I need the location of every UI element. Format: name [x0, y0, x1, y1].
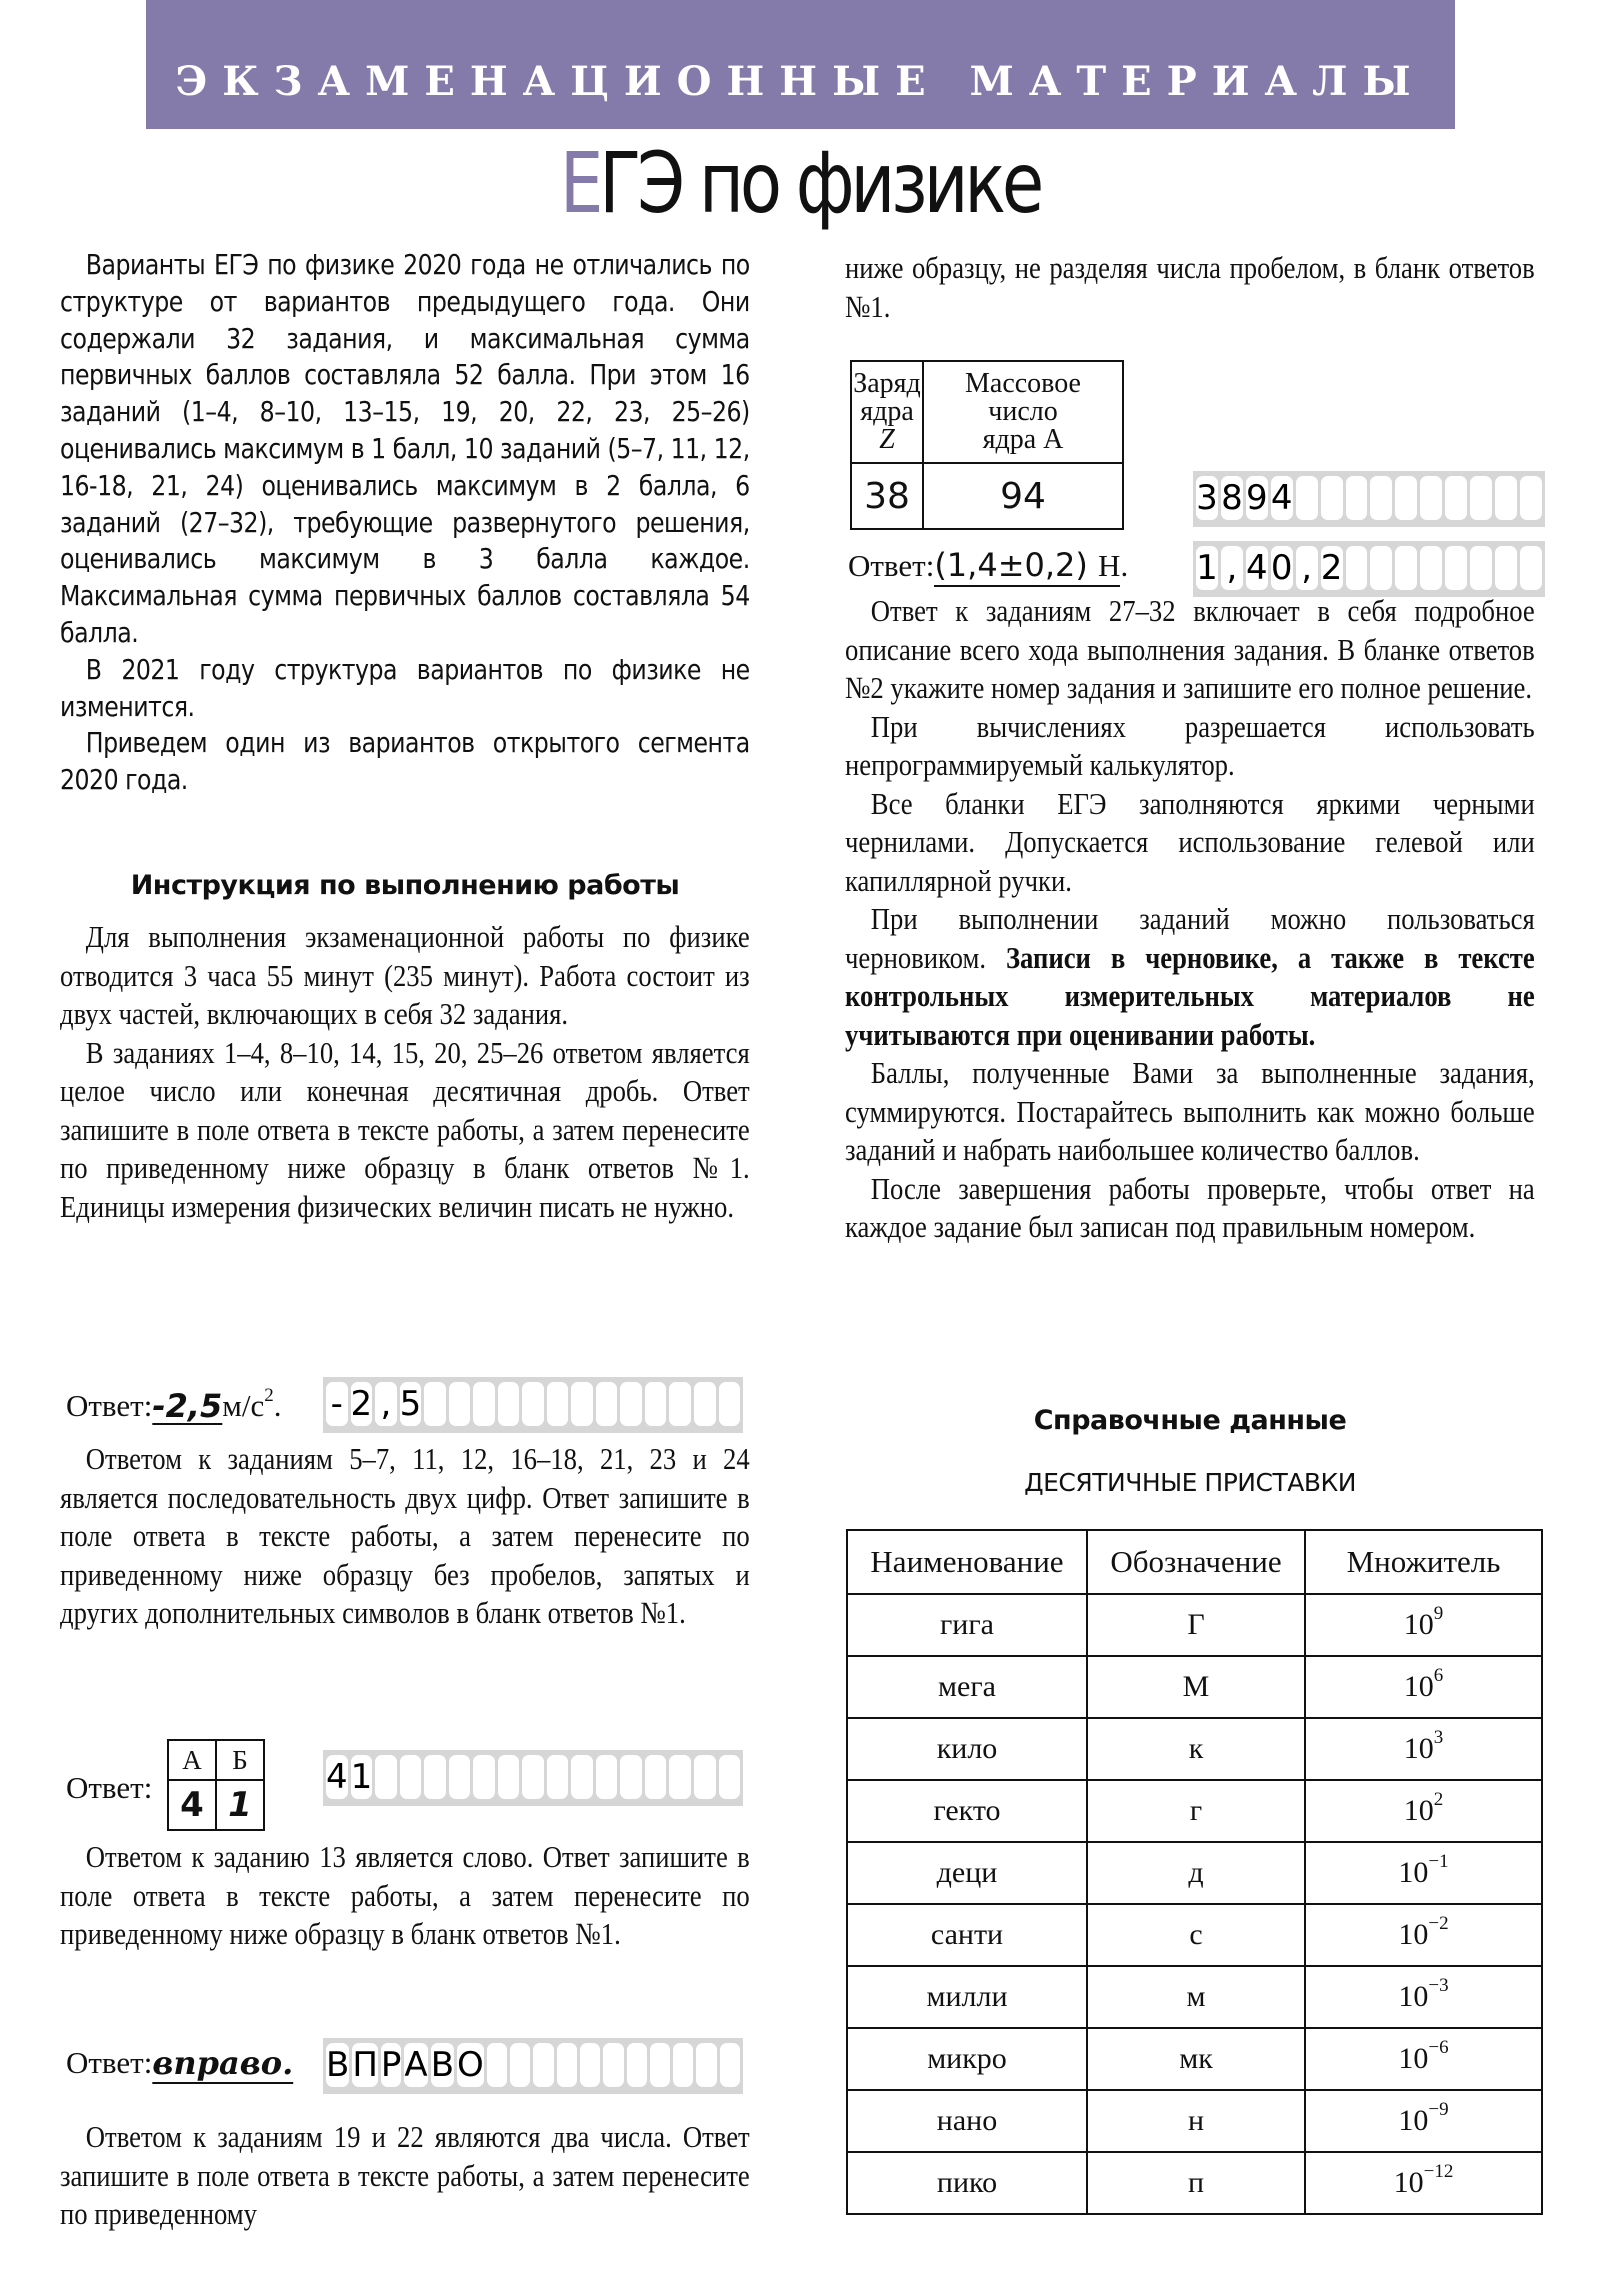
multiplier-exponent: −9	[1428, 2099, 1449, 2120]
decimal-prefixes-table	[846, 1529, 1543, 2215]
table-row	[847, 1780, 1542, 1842]
multiplier-exponent: −1	[1428, 1851, 1449, 1872]
prefix-multiplier	[1305, 2152, 1542, 2214]
prefix-symbol: м	[1087, 1966, 1305, 2028]
nucleus-value-charge: 38	[851, 463, 923, 529]
prefix-symbol: М	[1087, 1656, 1305, 1718]
answer-cell	[1370, 546, 1392, 590]
prefix-multiplier	[1305, 2028, 1542, 2090]
instructions-paragraph-10: Баллы, полученные Вами за выполненные задания, суммируются. Постарайтесь выполнить как можно больше заданий и набрать наибольшее количество баллов.	[845, 1055, 1535, 1167]
answer-cell	[1445, 476, 1467, 520]
answer-cell	[645, 1755, 667, 1799]
answer-cell	[719, 1382, 741, 1426]
answer-cell: П	[352, 2045, 378, 2085]
emphasis-text: Записи в черновике, а также в тексте контрольных измерительных материалов не учитываются при оценивании работы.	[845, 939, 1535, 1052]
table-row	[847, 1594, 1542, 1656]
ab-header-b: Б	[216, 1740, 264, 1780]
answer-cell	[1370, 476, 1392, 520]
answer-cell	[547, 1755, 569, 1799]
answer-cell: 5	[399, 1384, 422, 1424]
answer-cell	[1346, 476, 1368, 520]
prefix-symbol: п	[1087, 2152, 1305, 2214]
answer-cell	[719, 1755, 741, 1799]
instructions-paragraph-6: Ответ к заданиям 27–32 включает в себя подробное описание всего хода выполнения задания. В бланке ответов №2 укажите номер задания и запишите его полное решение.	[845, 593, 1535, 705]
section-banner	[146, 0, 1455, 129]
multiplier-base: 10	[1398, 1856, 1429, 1889]
multiplier-base: 10	[1403, 1608, 1434, 1641]
answer-label: Ответ:	[66, 1770, 153, 1805]
reference-heading: Справочные данные	[1033, 1405, 1347, 1436]
header-line: Заряд	[853, 368, 921, 399]
table-row	[847, 1718, 1542, 1780]
prefix-name: кило	[847, 1718, 1087, 1780]
answer-cell: В	[326, 2045, 350, 2085]
answer-cell	[1520, 546, 1542, 590]
answer-cell	[1420, 476, 1442, 520]
prefix-name: санти	[847, 1904, 1087, 1966]
multiplier-exponent: −6	[1428, 2037, 1449, 2058]
column-header: Обозначение	[1087, 1530, 1305, 1594]
table-header-row	[847, 1530, 1542, 1594]
instructions-block-4	[60, 2118, 750, 2234]
prefix-multiplier	[1305, 1780, 1542, 1842]
answer-cell: О	[457, 2045, 484, 2085]
answer-label: Ответ:	[66, 2045, 153, 2080]
unit-end: .	[1120, 548, 1129, 583]
answer-label: Ответ:	[66, 1388, 153, 1423]
prefix-symbol: н	[1087, 2090, 1305, 2152]
written-answer	[934, 546, 1120, 587]
multiplier-base: 10	[1403, 1794, 1434, 1827]
answer-label: Ответ:	[848, 548, 935, 583]
answer-unit	[222, 1384, 282, 1424]
intro-paragraph-3: Приведем один из вариантов открытого сегмента 2020 года.	[60, 727, 750, 797]
table-row	[847, 1966, 1542, 2028]
multiplier-base: 10	[1398, 1980, 1429, 2013]
answer-cell: 3	[1196, 478, 1218, 518]
answer-cell: ,	[375, 1382, 397, 1426]
answer-cell	[1420, 546, 1442, 590]
multiplier-exponent: −12	[1423, 2161, 1454, 2182]
answer-cell	[533, 2043, 553, 2087]
prefix-name: деци	[847, 1842, 1087, 1904]
answer-cells-example-2	[323, 1750, 743, 1806]
instructions-block-3	[60, 1838, 750, 1954]
answer-cell	[424, 1755, 446, 1799]
answer-cell: Р	[380, 2045, 402, 2085]
answer-cell: 1	[350, 1757, 373, 1797]
instructions-block-5	[845, 249, 1535, 326]
prefix-symbol: Г	[1087, 1594, 1305, 1656]
answer-cell	[650, 2043, 670, 2087]
ab-answer-table	[167, 1739, 265, 1831]
instructions-paragraph-7: При вычислениях разрешается использовать непрограммируемый калькулятор.	[845, 708, 1535, 782]
instructions-paragraph-5: Ответом к заданиям 19 и 22 являются два числа. Ответ запишите в поле ответа в тексте работы, а затем перенесите по приведенному	[60, 2119, 750, 2231]
title-accent-letter: Е	[559, 134, 600, 232]
nucleus-value-mass: 94	[923, 463, 1123, 529]
multiplier-exponent: −2	[1428, 1913, 1449, 1934]
instructions-block-1	[60, 918, 750, 1226]
prefix-multiplier	[1305, 1656, 1542, 1718]
answer-cell: 8	[1221, 478, 1243, 518]
intro-paragraph-2: В 2021 году структура вариантов по физике не изменится.	[60, 653, 750, 723]
instructions-paragraph-11: После завершения работы проверьте, чтобы ответ на каждое задание был записан под правильным номером.	[845, 1170, 1535, 1244]
instructions-paragraph-9	[845, 900, 1535, 1054]
prefix-multiplier	[1305, 1842, 1542, 1904]
answer-example-5	[848, 538, 1128, 594]
answer-cell	[603, 2043, 623, 2087]
answer-cell	[1495, 546, 1517, 590]
answer-cell	[375, 1755, 397, 1799]
table-row	[847, 1904, 1542, 1966]
answer-cell: А	[404, 2045, 428, 2085]
table-row	[847, 1656, 1542, 1718]
instructions-block-6	[845, 592, 1535, 1247]
answer-cell	[696, 2043, 716, 2087]
prefix-symbol: к	[1087, 1718, 1305, 1780]
answer-cell: 4	[1245, 548, 1268, 588]
banner-title: ЭКЗАМЕНАЦИОННЫЕ МАТЕРИАЛЫ	[175, 58, 1426, 105]
answer-cell: 0	[1270, 548, 1293, 588]
instructions-paragraph-4: Ответом к заданию 13 является слово. Ответ запишите в поле ответа в тексте работы, а затем перенесите по приведенному ниже образцу в бланк ответов №1.	[60, 1839, 750, 1951]
answer-cell	[1395, 546, 1417, 590]
answer-example-3	[66, 2035, 293, 2091]
multiplier-exponent: 3	[1433, 1727, 1444, 1748]
column-header: Наименование	[847, 1530, 1087, 1594]
instructions-paragraph-1: Для выполнения экзаменационной работы по физике отводится 3 часа 55 минут (235 минут). Работа состоит из двух частей, включающих в себя 32 задания.	[60, 919, 750, 1031]
nucleus-answer-table	[850, 360, 1124, 530]
answer-cell	[449, 1755, 471, 1799]
prefix-name: микро	[847, 2028, 1087, 2090]
answer-cell	[669, 1755, 691, 1799]
header-line: ядра	[860, 396, 914, 427]
answer-cell: В	[430, 2045, 455, 2085]
multiplier-base: 10	[1393, 2166, 1424, 2199]
answer-cell	[694, 1382, 716, 1426]
answer-cells-example-5	[1193, 541, 1545, 597]
ab-value-b: 1	[216, 1780, 264, 1830]
answer-cell	[473, 1755, 495, 1799]
answer-cell: 2	[1320, 548, 1343, 588]
answer-cell	[1470, 476, 1492, 520]
answer-cell	[1321, 476, 1343, 520]
header-line: Z	[879, 424, 895, 455]
prefix-name: милли	[847, 1966, 1087, 2028]
prefix-multiplier	[1305, 1966, 1542, 2028]
answer-cell	[522, 1755, 544, 1799]
instructions-paragraph-2: В заданиях 1–4, 8–10, 14, 15, 20, 25–26 ответом является целое число или конечная десятичная дробь. Ответ запишите в поле ответа в тексте работы, а затем перенесите по приведенному ниже образцу в бланк ответов №1. Единицы измерения физических величин писать не нужно.	[60, 1034, 750, 1224]
prefix-multiplier	[1305, 1594, 1542, 1656]
answer-cell	[571, 1382, 593, 1426]
answer-cell	[720, 2043, 740, 2087]
answer-cell	[596, 1382, 618, 1426]
column-header: Множитель	[1305, 1530, 1542, 1594]
prefix-name: пико	[847, 2152, 1087, 2214]
intro-section	[60, 247, 750, 799]
answer-cell	[473, 1382, 495, 1426]
ab-header-a: А	[168, 1740, 216, 1780]
answer-cell	[627, 2043, 647, 2087]
prefix-symbol: с	[1087, 1904, 1305, 1966]
paragraph-text: При выполнении заданий можно пользоваться черновиком.	[845, 901, 1535, 975]
title-rest: ГЭ по физике	[599, 134, 1041, 232]
prefix-name: гига	[847, 1594, 1087, 1656]
instructions-paragraph-8: Все бланки ЕГЭ заполняются яркими черными чернилами. Допускается использование гелевой или капиллярной ручки.	[845, 785, 1535, 898]
multiplier-exponent: 6	[1433, 1665, 1444, 1686]
prefix-name: мега	[847, 1656, 1087, 1718]
nucleus-header-mass	[923, 361, 1123, 463]
answer-cell: -	[326, 1382, 348, 1426]
answer-cell	[596, 1755, 618, 1799]
answer-cell	[498, 1382, 520, 1426]
answer-cell	[1346, 546, 1368, 590]
instructions-block-2	[60, 1440, 750, 1633]
answer-cell: 2	[350, 1384, 373, 1424]
answer-cell	[645, 1382, 667, 1426]
unit-power: 2	[264, 1384, 274, 1406]
answer-cell	[1495, 476, 1517, 520]
answer-cell	[424, 1382, 446, 1426]
prefix-symbol: г	[1087, 1780, 1305, 1842]
answer-cells-example-4	[1193, 471, 1545, 527]
prefix-multiplier	[1305, 2090, 1542, 2152]
answer-cells-example-3	[323, 2038, 743, 2094]
multiplier-base: 10	[1403, 1732, 1434, 1765]
written-answer: -2,5	[152, 1387, 223, 1425]
prefix-symbol: мк	[1087, 2028, 1305, 2090]
written-value: (1,4±0,2)	[934, 545, 1088, 584]
multiplier-exponent: 2	[1433, 1789, 1444, 1810]
intro-paragraph-1: Варианты ЕГЭ по физике 2020 года не отличались по структуре от вариантов предыдущего года. Они содержали 32 задания, и максимальная сумма первичных баллов составляла 52 балла. При этом 16 заданий (1–4, 8–10, 13–15, 19, 20, 22, 23, 25–26) оценивались максимум в 1 балл, 10 заданий (5–7, 11, 12, 16-18, 21, 24) оценивались максимум в 2 балла, 6 заданий (27–32), требующие развернутого решения, оценивались максимум в 3 балла каждое. Максимальная сумма первичных баллов составляла 54 балла.	[60, 249, 750, 649]
answer-cell: 9	[1245, 478, 1268, 518]
answer-cell	[620, 1755, 642, 1799]
answer-cell	[673, 2043, 693, 2087]
unit-text: м/с	[222, 1388, 265, 1423]
prefix-multiplier	[1305, 1718, 1542, 1780]
instructions-heading: Инструкция по выполнению работы	[130, 870, 680, 901]
answer-cell	[498, 1755, 520, 1799]
multiplier-exponent: 9	[1433, 1603, 1444, 1624]
answer-cell	[487, 2043, 507, 2087]
answer-cell	[694, 1755, 716, 1799]
multiplier-exponent: −3	[1428, 1975, 1449, 1996]
answer-cell	[580, 2043, 600, 2087]
written-answer: вправо.	[152, 2044, 294, 2082]
multiplier-base: 10	[1398, 1918, 1429, 1951]
answer-cell	[571, 1755, 593, 1799]
multiplier-base: 10	[1403, 1670, 1434, 1703]
answer-cell	[1445, 546, 1467, 590]
ab-value-a: 4	[168, 1780, 216, 1830]
prefix-symbol: д	[1087, 1842, 1305, 1904]
answer-cell	[510, 2043, 530, 2087]
instructions-paragraph-3: Ответом к заданиям 5–7, 11, 12, 16–18, 21, 23 и 24 является последовательность двух цифр. Ответ запишите в поле ответа в тексте работы, а затем перенесите по приведенному ниже образцу без пробелов, запятых и других дополнительных символов в бланк ответов №1.	[60, 1441, 750, 1630]
answer-cells-example-1	[323, 1377, 743, 1433]
answer-cell	[620, 1382, 642, 1426]
header-line: число	[988, 396, 1058, 427]
answer-cell	[400, 1755, 422, 1799]
answer-example-1	[66, 1378, 282, 1434]
answer-cell	[547, 1382, 569, 1426]
prefix-multiplier	[1305, 1904, 1542, 1966]
answer-cell	[1520, 476, 1542, 520]
table-row	[847, 1842, 1542, 1904]
prefix-name: нано	[847, 2090, 1087, 2152]
page-title	[144, 128, 1456, 238]
instructions-paragraph-5-continued: ниже образцу, не разделяя числа пробелом, в бланк ответов №1.	[845, 250, 1535, 324]
answer-example-2-label	[66, 1760, 152, 1816]
answer-cell	[449, 1382, 471, 1426]
answer-cell: 4	[326, 1757, 348, 1797]
answer-unit: Н	[1098, 547, 1121, 583]
reference-subheading: ДЕСЯТИЧНЫЕ ПРИСТАВКИ	[1024, 1468, 1356, 1497]
table-row	[847, 2090, 1542, 2152]
unit-end: .	[273, 1388, 282, 1423]
answer-cell: 1	[1196, 548, 1218, 588]
table-row	[847, 2152, 1542, 2214]
multiplier-base: 10	[1398, 2042, 1429, 2075]
answer-cell	[1395, 476, 1417, 520]
multiplier-base: 10	[1398, 2104, 1429, 2137]
answer-cell: 4	[1270, 478, 1293, 518]
answer-cell: ,	[1221, 546, 1243, 590]
answer-cell	[522, 1382, 544, 1426]
answer-cell	[669, 1382, 691, 1426]
table-row	[847, 2028, 1542, 2090]
answer-cell	[1470, 546, 1492, 590]
header-line: Массовое	[965, 368, 1081, 399]
answer-cell	[1296, 476, 1318, 520]
answer-cell	[557, 2043, 577, 2087]
header-line: ядра A	[982, 424, 1064, 455]
prefix-name: гекто	[847, 1780, 1087, 1842]
answer-cell: ,	[1296, 546, 1318, 590]
nucleus-header-charge	[851, 361, 923, 463]
